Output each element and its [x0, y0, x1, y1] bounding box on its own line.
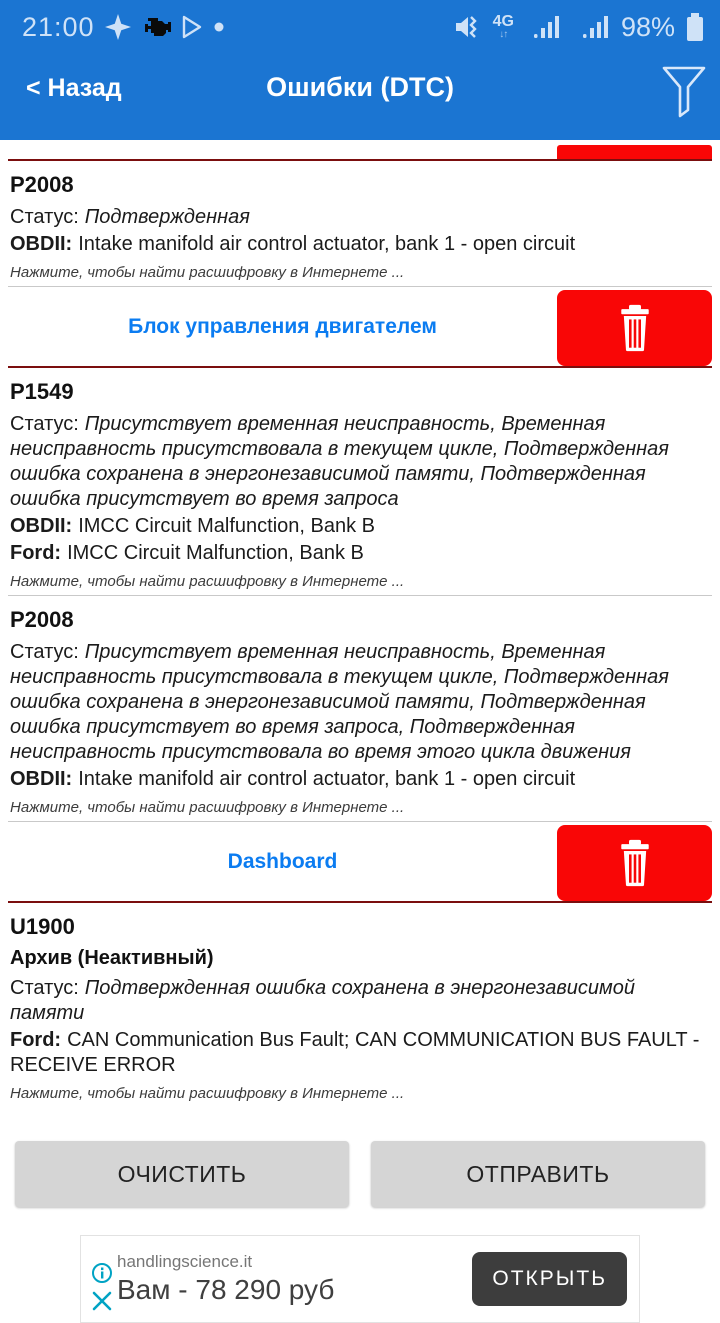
status-line: [10, 205, 710, 230]
nav-bar: [0, 48, 720, 140]
obdii-value: Intake manifold air control actuator, bank 1 - open circuit: [78, 768, 576, 790]
status-line: [10, 640, 710, 765]
lookup-hint: Нажмите, чтобы найти расшифровку в Интернете ...: [10, 573, 405, 590]
dtc-code: P2008: [10, 607, 74, 632]
ford-line: [10, 541, 710, 566]
page-title: Ошибки (DTC): [266, 72, 454, 102]
status-label: Статус:: [10, 413, 79, 435]
dtc-code: P2008: [10, 172, 74, 197]
check-engine-icon: [141, 15, 171, 39]
dtc-entry[interactable]: [0, 903, 720, 1107]
dtc-entry[interactable]: [0, 368, 720, 595]
ad-headline: Вам - 78 290 руб: [117, 1274, 335, 1305]
ad-info-icon[interactable]: [91, 1262, 113, 1284]
delete-button[interactable]: [557, 825, 712, 901]
ford-value: IMCC Circuit Malfunction, Bank B: [67, 542, 364, 564]
ad-close-icon[interactable]: [91, 1290, 113, 1312]
filter-icon[interactable]: [658, 60, 710, 128]
status-value: Присутствует временная неисправность, Временная неисправность присутствовала в текущем цикле, Подтвержденная ошибка сохранена в энергонезависимой памяти, Подтвержденная ошибка присутствует во время запроса: [10, 413, 669, 510]
ford-line: [10, 1028, 710, 1078]
4g-data-icon: 4G ↓↑: [492, 13, 514, 40]
battery-percent: 98%: [620, 11, 675, 42]
archive-flag: Архив (Неактивный): [10, 947, 214, 969]
status-value: Подтвержденная ошибка сохранена в энергонезависимой памяти: [10, 977, 635, 1024]
status-label: Статус:: [10, 977, 79, 999]
ad-open-button[interactable]: ОТКРЫТЬ: [472, 1252, 627, 1306]
notification-dot-icon: [213, 21, 225, 33]
lookup-hint: Нажмите, чтобы найти расшифровку в Интернете ...: [10, 264, 405, 281]
obdii-value: Intake manifold air control actuator, bank 1 - open circuit: [78, 233, 576, 255]
header: [0, 0, 720, 140]
battery-icon: [686, 12, 704, 42]
ad-banner[interactable]: [80, 1235, 640, 1323]
dtc-list: [0, 140, 720, 1323]
module-link[interactable]: Dashboard: [227, 849, 338, 873]
signal-bars-icon: [533, 15, 563, 39]
play-store-icon: [181, 15, 203, 39]
status-line: [10, 412, 710, 512]
obdii-value: IMCC Circuit Malfunction, Bank B: [78, 515, 375, 537]
delete-button[interactable]: [557, 290, 712, 366]
dtc-code: P1549: [10, 379, 74, 404]
obdii-line: [10, 767, 710, 792]
delete-button-partial[interactable]: [557, 145, 712, 159]
dtc-entry[interactable]: [0, 596, 720, 821]
lookup-hint: Нажмите, чтобы найти расшифровку в Интернете ...: [10, 1085, 405, 1102]
ad-content[interactable]: [117, 1252, 472, 1306]
status-right-cluster: [444, 12, 704, 43]
status-label: Статус:: [10, 641, 79, 663]
four-point-star-icon: [105, 14, 131, 40]
module-link[interactable]: Блок управления двигателем: [128, 314, 437, 338]
module-row: [8, 822, 712, 903]
module-row: [8, 287, 712, 368]
status-bar: [0, 0, 720, 48]
back-button[interactable]: < Назад: [26, 74, 122, 102]
obdii-label: OBDII:: [10, 233, 73, 255]
send-button[interactable]: ОТПРАВИТЬ: [371, 1141, 705, 1207]
ad-controls: [87, 1244, 117, 1314]
status-value: Подтвержденная: [84, 206, 250, 228]
signal-bars-icon: [582, 15, 612, 39]
status-label: Статус:: [10, 206, 79, 228]
status-line: [10, 976, 710, 1026]
lookup-hint: Нажмите, чтобы найти расшифровку в Интернете ...: [10, 799, 405, 816]
ford-value: CAN Communication Bus Fault; CAN COMMUNICATION BUS FAULT - RECEIVE ERROR: [10, 1029, 700, 1076]
obdii-line: [10, 232, 710, 257]
obdii-label: OBDII:: [10, 768, 73, 790]
ford-label: Ford:: [10, 542, 62, 564]
trash-icon: [611, 300, 659, 356]
ford-label: Ford:: [10, 1029, 62, 1051]
obdii-line: [10, 514, 710, 539]
partial-delete-row: [8, 140, 712, 161]
clear-button[interactable]: ОЧИСТИТЬ: [15, 1141, 349, 1207]
trash-icon: [611, 835, 659, 891]
obdii-label: OBDII:: [10, 515, 73, 537]
dtc-code: U1900: [10, 914, 75, 939]
dtc-entry[interactable]: [0, 161, 720, 286]
ad-domain: handlingscience.it: [117, 1252, 253, 1271]
status-value: Присутствует временная неисправность, Временная неисправность присутствовала в текущем цикле, Подтвержденная ошибка сохранена в энергонезависимой памяти, Подтвержденная ошибка присутствует во время запроса, Подтвержденная неисправность присутствовала во время этого цикла движения: [10, 641, 669, 763]
clock: 21:00: [22, 11, 95, 42]
action-buttons: [15, 1141, 705, 1207]
mute-vibrate-icon: [454, 14, 484, 40]
